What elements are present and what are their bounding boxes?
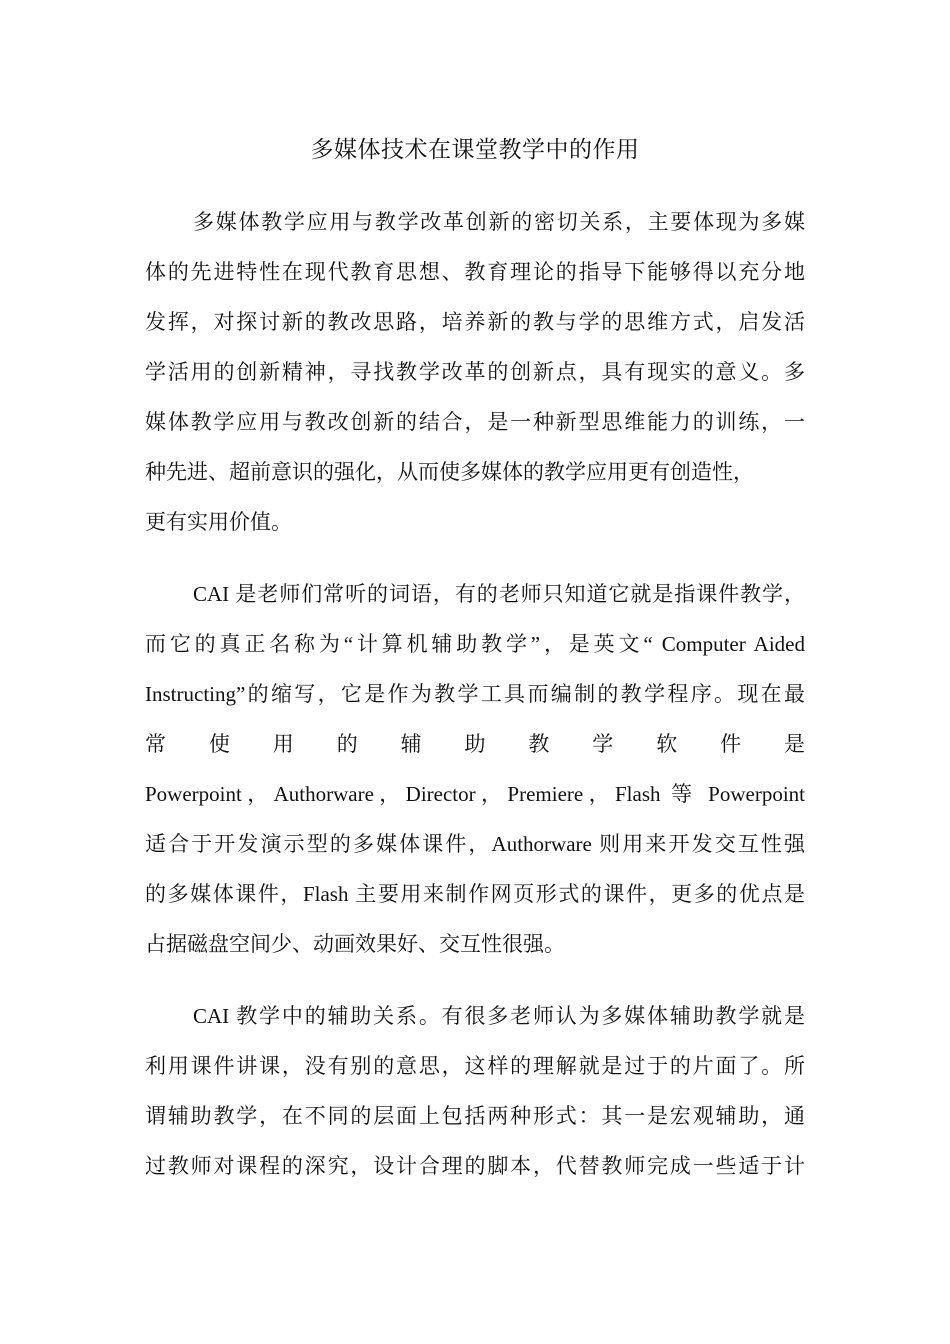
paragraph-line: 体的先进特性在现代教育思想、教育理论的指导下能够得以充分地 bbox=[145, 260, 805, 284]
paragraph-line: 更有实用价值。 bbox=[145, 510, 292, 534]
paragraph-line: 常 使 用 的 辅 助 教 学 软 件 是 bbox=[145, 732, 805, 756]
paragraph-line: 发挥，对探讨新的教改思路，培养新的教与学的思维方式，启发活 bbox=[145, 310, 805, 334]
paragraph-line: CAI 教学中的辅助关系。有很多老师认为多媒体辅助教学就是 bbox=[193, 1004, 805, 1028]
paragraph-line: CAI 是老师们常听的词语，有的老师只知道它就是指课件教学， bbox=[193, 582, 805, 606]
paragraph-line: 占据磁盘空间少、动画效果好、交互性很强。 bbox=[145, 932, 565, 956]
paragraph-line: 利用课件讲课，没有别的意思，这样的理解就是过于的片面了。所 bbox=[145, 1054, 805, 1078]
paragraph-line: 学活用的创新精神，寻找教学改革的创新点，具有现实的意义。多 bbox=[145, 360, 805, 384]
paragraph-line: Powerpoint，Authorware，Director，Premiere，Flash 等 Powerpoint bbox=[145, 782, 805, 806]
paragraph-line: 而它的真正名称为“计算机辅助教学”，是英文“ Computer Aided bbox=[145, 632, 805, 656]
document-title: 多媒体技术在课堂教学中的作用 bbox=[310, 137, 640, 162]
paragraph-line: 多媒体教学应用与教学改革创新的密切关系，主要体现为多媒 bbox=[193, 210, 805, 234]
paragraph-line: 谓辅助教学，在不同的层面上包括两种形式：其一是宏观辅助，通 bbox=[145, 1104, 805, 1128]
paragraph-line: 种先进、超前意识的强化，从而使多媒体的教学应用更有创造性， bbox=[145, 460, 754, 484]
paragraph-line: 适合于开发演示型的多媒体课件，Authorware 则用来开发交互性强 bbox=[145, 832, 805, 856]
paragraph-line: 过教师对课程的深究，设计合理的脚本，代替教师完成一些适于计 bbox=[145, 1154, 805, 1178]
paragraph-line: Instructing”的缩写，它是作为教学工具而编制的教学程序。现在最 bbox=[145, 682, 805, 706]
paragraph-line: 媒体教学应用与教改创新的结合，是一种新型思维能力的训练，一 bbox=[145, 410, 805, 434]
paragraph-line: 的多媒体课件，Flash 主要用来制作网页形式的课件，更多的优点是 bbox=[145, 882, 805, 906]
